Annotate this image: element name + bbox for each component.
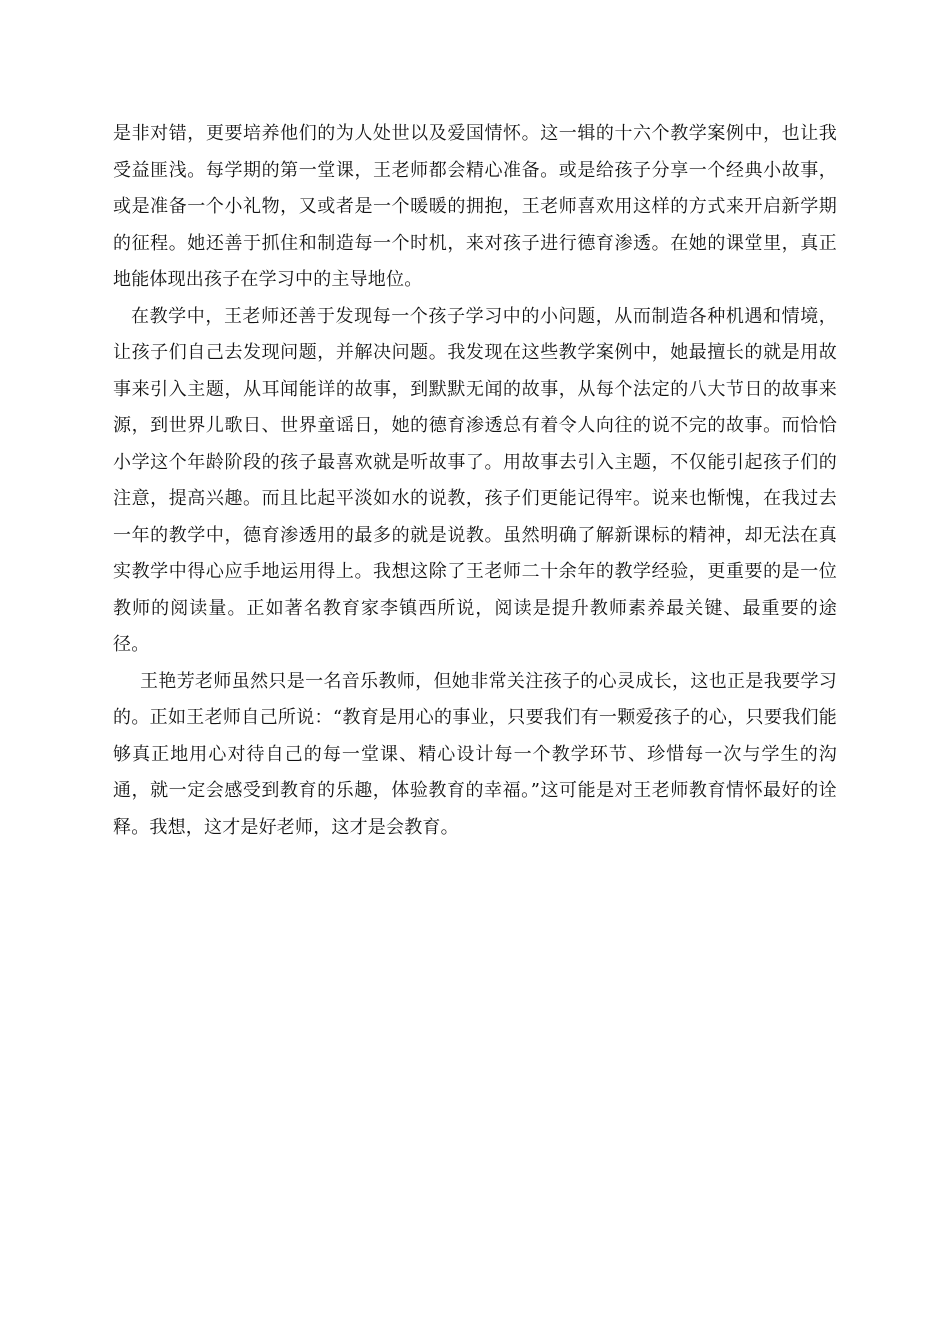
paragraph-1: 是非对错，更要培养他们的为人处世以及爱国情怀。这一辑的十六个教学案例中，也让我受益匪浅。每学期的第一堂课，王老师都会精心准备。或是给孩子分享一个经典小故事，或是准备一个小礼物，又或者是一个暖暖的拥抱，王老师喜欢用这样的方式来开启新学期的征程。她还善于抓住和制造每一个时机，来对孩子进行德育渗透。在她的课堂里，真正地能体现出孩子在学习中的主导地位。 (113, 123, 837, 290)
document-body (113, 116, 837, 846)
paragraph-3: 王艳芳老师虽然只是一名音乐教师，但她非常关注孩子的心灵成长，这也正是我要学习的。正如王老师自己所说：“教育是用心的事业，只要我们有一颗爱孩子的心，只要我们能够真正地用心对待自己的每一堂课、精心设计每一个教学环节、珍惜每一次与学生的沟通，就一定会感受到教育的乐趣，体验教育的幸福。”这可能是对王老师教育情怀最好的诠释。我想，这才是好老师，这才是会教育。 (113, 670, 837, 838)
paragraph-2: 在教学中，王老师还善于发现每一个孩子学习中的小问题，从而制造各种机遇和情境，让孩子们自己去发现问题，并解决问题。我发现在这些教学案例中，她最擅长的就是用故事来引入主题，从耳闻能详的故事，到默默无闻的故事，从每个法定的八大节日的故事来源，到世界儿歌日、世界童谣日，她的德育渗透总有着令人向往的说不完的故事。而恰恰小学这个年龄阶段的孩子最喜欢就是听故事了。用故事去引入主题，不仅能引起孩子们的注意，提高兴趣。而且比起平淡如水的说教，孩子们更能记得牢。说来也惭愧，在我过去一年的教学中，德育渗透用的最多的就是说教。虽然明确了解新课标的精神，却无法在真实教学中得心应手地运用得上。我想这除了王老师二十余年的教学经验，更重要的是一位教师的阅读量。正如著名教育家李镇西所说，阅读是提升教师素养最关键、最重要的途径。 (113, 305, 837, 655)
